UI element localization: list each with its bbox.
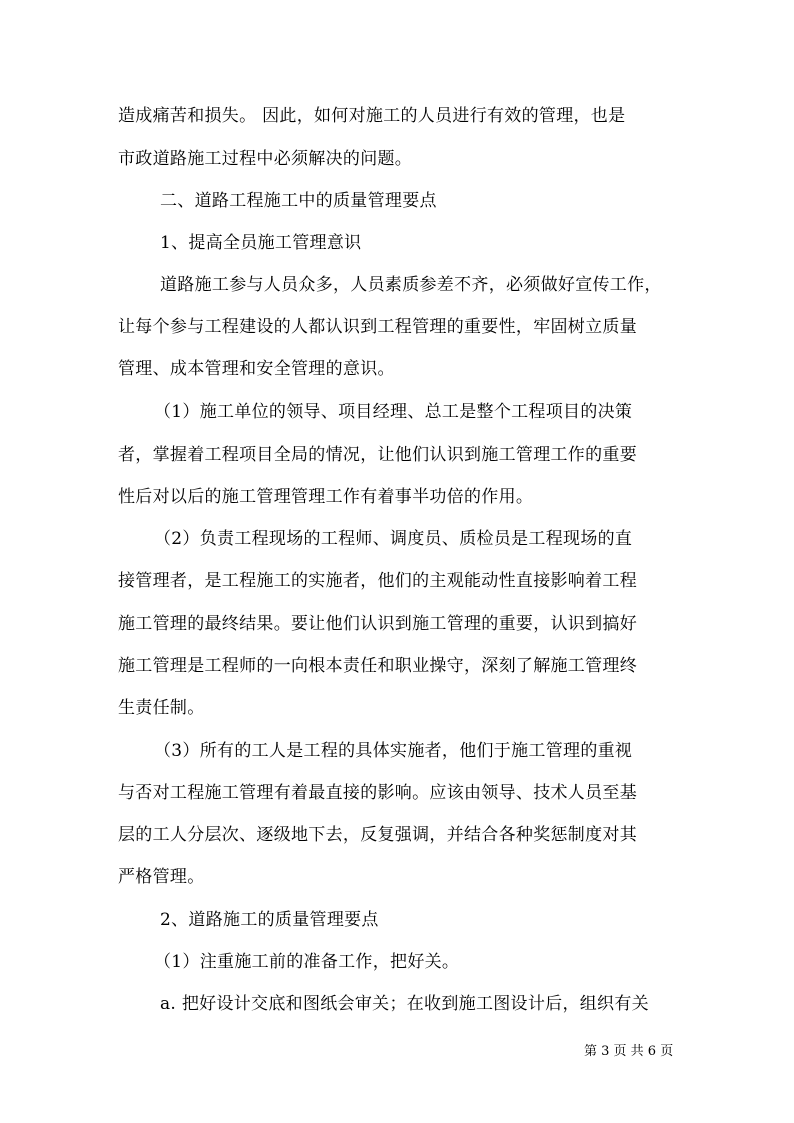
- text-line: 严格管理。: [118, 867, 205, 887]
- text-line: 道路施工参与人员众多，人员素质参差不齐，必须做好宣传工作，: [160, 275, 662, 295]
- text-line: a. 把好设计交底和图纸会审关；在收到施工图设计后，组织有关: [160, 994, 649, 1014]
- text-line: 者，掌握着工程项目全局的情况，让他们认识到施工管理工作的重要: [118, 445, 637, 465]
- text-line: （2）负责工程现场的工程师、调度员、质检员是工程现场的直: [154, 529, 633, 549]
- text-line: 管理、成本管理和安全管理的意识。: [118, 359, 395, 379]
- text-line: 让每个参与工程建设的人都认识到工程管理的重要性，牢固树立质量: [118, 317, 637, 337]
- text-line: 造成痛苦和损失。 因此，如何对施工的人员进行有效的管理，也是: [118, 106, 626, 126]
- section-heading: 二、道路工程施工中的质量管理要点: [160, 191, 437, 211]
- text-line: 接管理者，是工程施工的实施者，他们的主观能动性直接影响着工程: [118, 571, 637, 591]
- text-line: 层的工人分层次、逐级地下去，反复强调，并结合各种奖惩制度对其: [118, 825, 637, 845]
- page-number: 第 3 页 共 6 页: [584, 1044, 674, 1059]
- text-line: （1）注重施工前的准备工作，把好关。: [154, 952, 460, 972]
- text-line: 与否对工程施工管理有着最直接的影响。应该由领导、技术人员至基: [118, 783, 637, 803]
- subsection-heading: 1、提高全员施工管理意识: [160, 233, 362, 253]
- text-line: （1）施工单位的领导、项目经理、总工是整个工程项目的决策: [154, 402, 633, 422]
- text-line: 施工管理的最终结果。要让他们认识到施工管理的重要，认识到搞好: [118, 614, 637, 634]
- text-line: 生责任制。: [118, 698, 205, 718]
- text-line: 性后对以后的施工管理管理工作有着事半功倍的作用。: [118, 487, 534, 507]
- text-line: 市政道路施工过程中必须解决的问题。: [118, 149, 413, 169]
- text-line: （3）所有的工人是工程的具体实施者，他们于施工管理的重视: [154, 741, 633, 761]
- subsection-heading: 2、道路施工的质量管理要点: [160, 910, 379, 930]
- text-line: 施工管理是工程师的一向根本责任和职业操守，深刻了解施工管理终: [118, 656, 637, 676]
